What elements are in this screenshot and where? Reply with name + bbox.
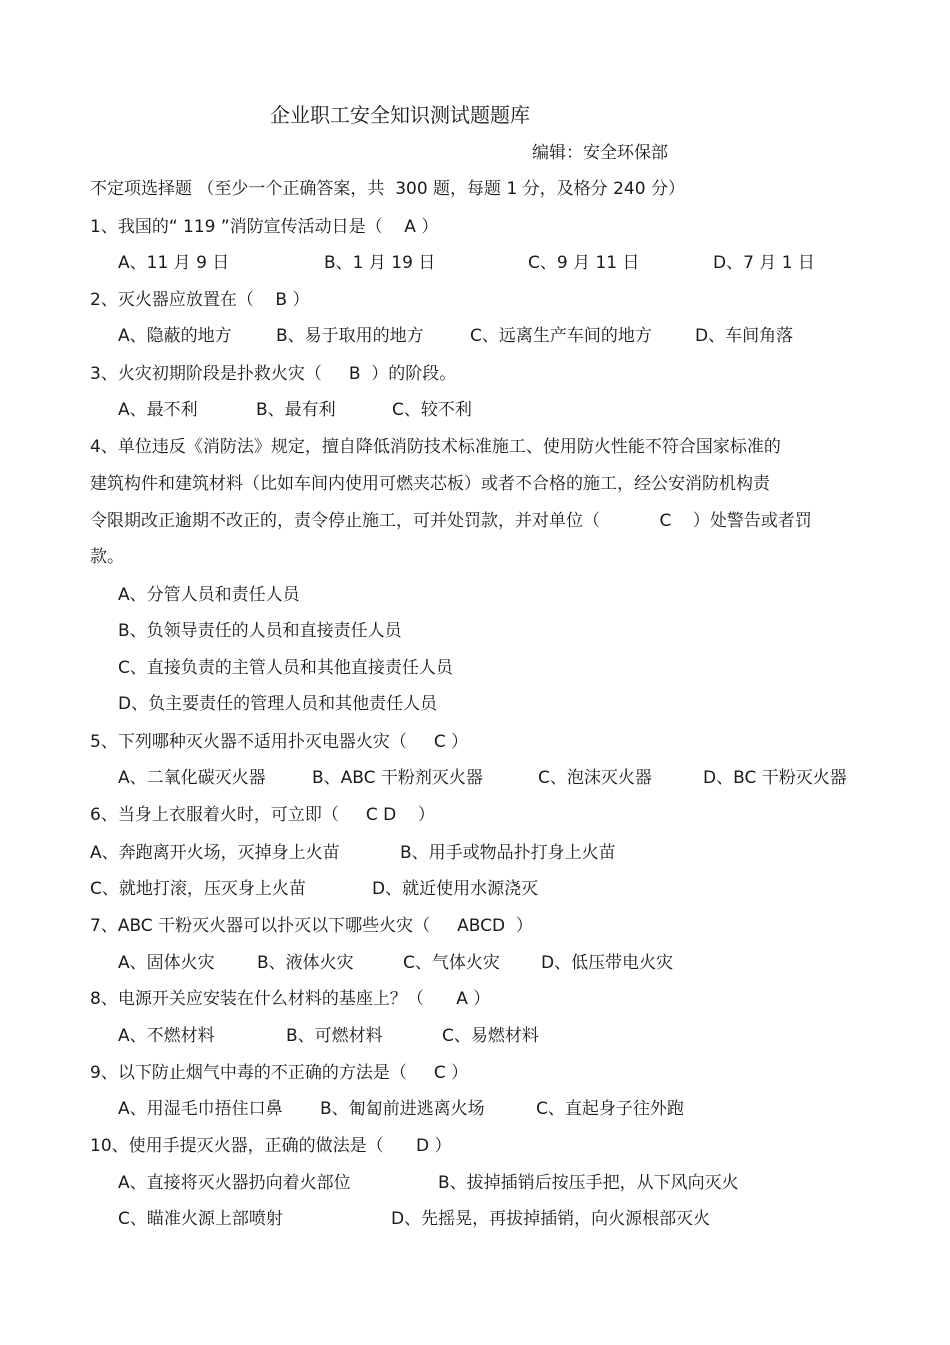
option: A、奔跑离开火场，灭掉身上火苗 [90,843,340,863]
option: A、隐蔽的地方 [118,326,232,346]
option: A、二氧化碳灭火器 [118,768,266,788]
question-stem-line: 款。 [90,547,124,567]
option: C、瞄准火源上部喷射 [118,1209,283,1229]
option: B、可燃材料 [286,1026,383,1046]
option: A、11 月 9 日 [118,253,230,273]
option: A、分管人员和责任人员 [118,585,300,605]
option: B、ABC 干粉剂灭火器 [312,768,483,788]
option: C、远离生产车间的地方 [470,326,652,346]
option: A、不燃材料 [118,1026,215,1046]
option: C、就地打滚，压灭身上火苗 [90,879,306,899]
option: C、易燃材料 [442,1026,539,1046]
option: B、负领导责任的人员和直接责任人员 [118,621,402,641]
option: C、直起身子往外跑 [536,1099,684,1119]
instructions: 不定项选择题 （至少一个正确答案，共 300 题，每题 1 分，及格分 240 分） [90,179,685,199]
option: D、负主要责任的管理人员和其他责任人员 [118,694,438,714]
option: C、9 月 11 日 [528,253,640,273]
question-stem: 2、灭火器应放置在（ B ） [90,290,310,310]
option: D、先摇晃，再拔掉插销，向火源根部灭火 [391,1209,711,1229]
option: B、易于取用的地方 [276,326,424,346]
option: D、低压带电火灾 [541,953,674,973]
question-stem: 3、火灾初期阶段是扑救火灾（ B ）的阶段。 [90,364,457,384]
editor-line: 编辑：安全环保部 [532,143,668,163]
option: B、最有利 [256,400,336,420]
option: B、匍匐前进逃离火场 [320,1099,485,1119]
option: A、固体火灾 [118,953,215,973]
question-stem: 8、电源开关应安装在什么材料的基座上？（ A ） [90,989,491,1009]
option: A、用湿毛巾捂住口鼻 [118,1099,283,1119]
option: B、拔掉插销后按压手把，从下风向灭火 [438,1173,739,1193]
question-stem-line: 4、单位违反《消防法》规定，擅自降低消防技术标准施工、使用防火性能不符合国家标准的 [90,437,781,457]
question-stem: 5、下列哪种灭火器不适用扑灭电器火灾（ C ） [90,732,469,752]
question-stem: 10、使用手提灭火器，正确的做法是（ D ） [90,1136,452,1156]
option: B、液体火灾 [257,953,354,973]
question-stem: 1、我国的“ 119 ”消防宣传活动日是（ A ） [90,217,439,237]
question-stem-line: 建筑构件和建筑材料（比如车间内使用可燃夹芯板）或者不合格的施工，经公安消防机构责 [90,474,770,494]
question-stem: 9、以下防止烟气中毒的不正确的方法是（ C ） [90,1063,469,1083]
option: B、1 月 19 日 [324,253,436,273]
option: D、7 月 1 日 [713,253,815,273]
option: D、车间角落 [695,326,794,346]
document-title: 企业职工安全知识测试题题库 [270,103,530,127]
question-stem: 7、ABC 干粉灭火器可以扑灭以下哪些火灾（ ABCD ） [90,916,533,936]
option: B、用手或物品扑打身上火苗 [400,843,616,863]
option: D、就近使用水源浇灭 [372,879,539,899]
question-stem: 6、当身上衣服着火时，可立即（ C D ） [90,805,435,825]
option: A、最不利 [118,400,198,420]
question-stem-line: 令限期改正逾期不改正的，责令停止施工，可并处罚款，并对单位（ C ）处警告或者罚 [90,511,812,531]
option: C、气体火灾 [403,953,500,973]
option: C、较不利 [392,400,472,420]
option: A、直接将灭火器扔向着火部位 [118,1173,351,1193]
option: D、BC 干粉灭火器 [703,768,847,788]
option: C、直接负责的主管人员和其他直接责任人员 [118,658,453,678]
option: C、泡沫灭火器 [538,768,652,788]
